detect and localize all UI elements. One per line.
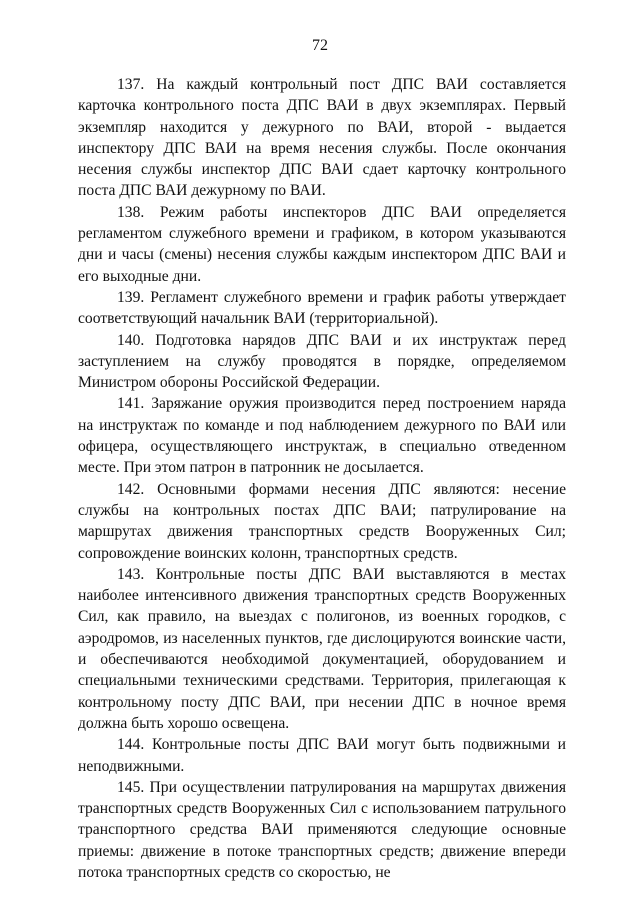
paragraph-140: 140. Подготовка нарядов ДПС ВАИ и их инструктаж перед заступлением на службу проводятся в порядке, определяемом Министром обороны Российской Федерации. [78,331,566,392]
paragraph-141: 141. Заряжание оружия производится перед построением наряда на инструктаж по команде и под наблюдением дежурного по ВАИ или офицера, осуществляющего инструктаж, в специально отведенном месте. При этом патрон в патронник не досылается. [78,395,566,477]
paragraph-142: 142. Основными формами несения ДПС являются: несение службы на контрольных постах ДПС ВАИ; патрулирование на маршрутах движения транспортных средств Вооруженных Сил; сопровождение воинских колонн, транспортных средств. [78,480,566,562]
paragraph-139: 139. Регламент служебного времени и график работы утверждает соответствующий начальник ВАИ (территориальной). [78,288,566,328]
paragraph-137: 137. На каждый контрольный пост ДПС ВАИ составляется карточка контрольного поста ДПС ВАИ в двух экземплярах. Первый экземпляр находится у дежурного по ВАИ, второй - выдается инспектору ДПС ВАИ на время несения службы. После окончания несения службы инспектор ДПС ВАИ сдает карточку контрольного поста ДПС ВАИ дежурному по ВАИ. [78,76,566,200]
document-body [78,74,566,883]
page-number: 72 [312,37,328,54]
paragraph-144: 144. Контрольные посты ДПС ВАИ могут быть подвижными и неподвижными. [78,736,566,775]
paragraph-145: 145. При осуществлении патрулирования на маршрутах движения транспортных средств Вооруженных Сил с использованием патрульного транспортного средства ВАИ применяются следующие основные приемы: движение в потоке транспортных средств; движение впереди потока транспортных средств со скоростью, не [78,778,566,881]
paragraph-138: 138. Режим работы инспекторов ДПС ВАИ определяется регламентом служебного времени и графиком, в котором указываются дни и часы (смены) несения службы каждым инспектором ДПС ВАИ и его выходные дни. [78,203,566,285]
paragraph-143: 143. Контрольные посты ДПС ВАИ выставляются в местах наиболее интенсивного движения транспортных средств Вооруженных Сил, как правило, на выездах с полигонов, из военных городков, с аэродромов, из населенных пунктов, где дислоцируются воинские части, и обеспечиваются необходимой документацией, оборудованием и специальными техническими средствами. Территория, прилегающая к контрольному посту ДПС ВАИ, при несении ДПС в ночное время должна быть хорошо освещена. [78,565,566,732]
